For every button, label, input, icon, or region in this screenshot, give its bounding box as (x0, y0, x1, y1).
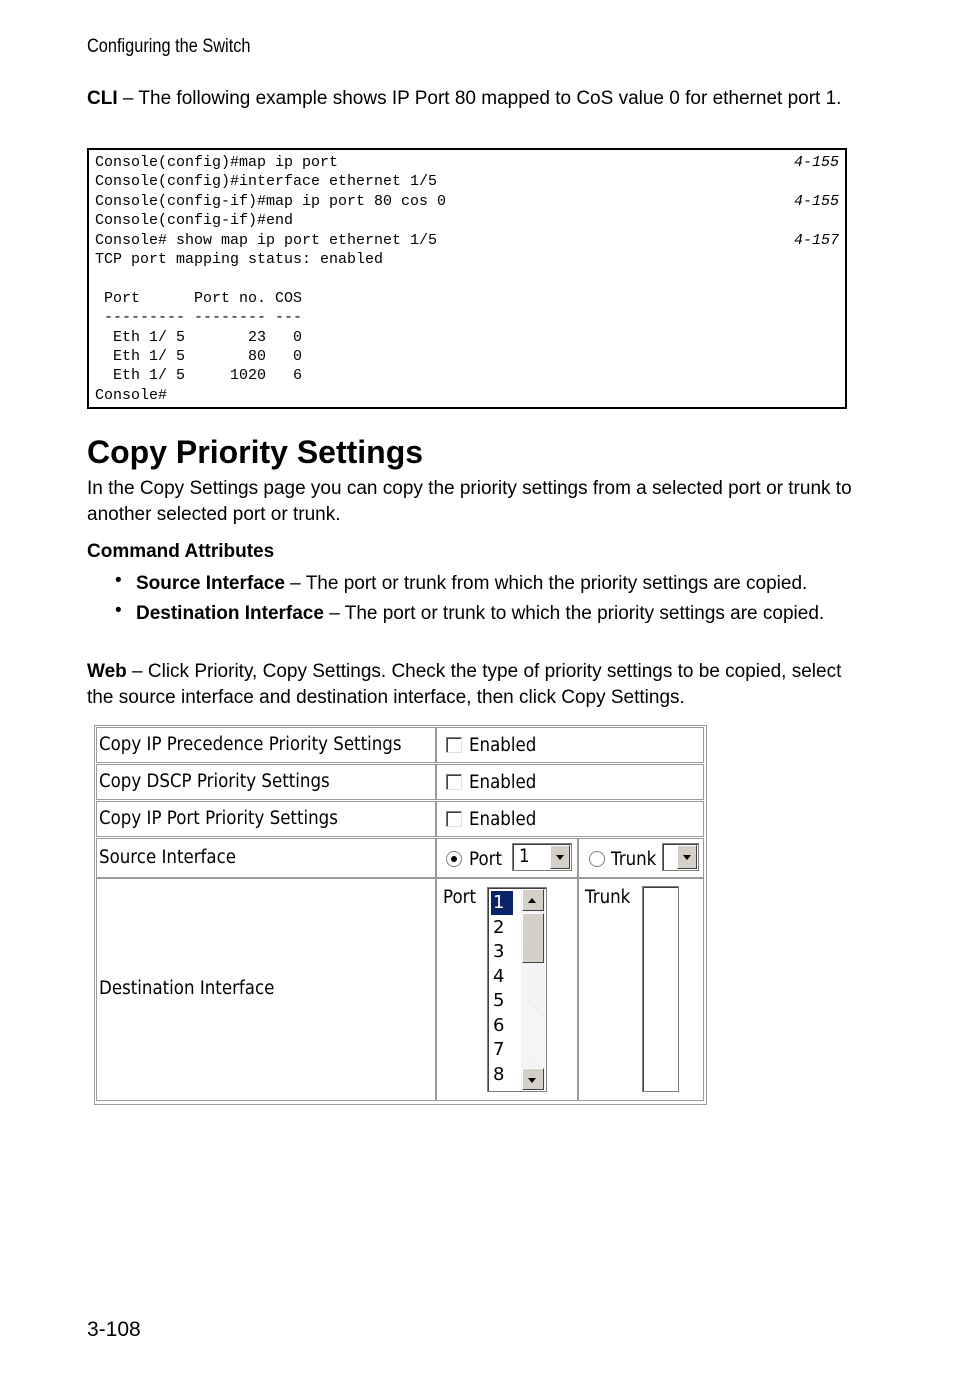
web-label: Web (87, 661, 127, 682)
port-option[interactable]: 4 (493, 965, 505, 987)
port-option[interactable]: 2 (493, 916, 505, 938)
copy-ip-port-checkbox[interactable] (446, 811, 462, 827)
copy-ip-port-label: Copy IP Port Priority Settings (99, 808, 338, 829)
copy-ip-precedence-label: Copy IP Precedence Priority Settings (99, 734, 402, 755)
enabled-label: Enabled (469, 772, 537, 793)
port-option[interactable]: 6 (493, 1014, 505, 1036)
copy-ip-precedence-checkbox[interactable] (446, 737, 462, 753)
source-port-radio[interactable] (446, 851, 462, 867)
cli-line: Eth 1/ 5 23 0 (95, 328, 303, 346)
port-option[interactable]: 5 (493, 990, 505, 1011)
source-trunk-label: Trunk (611, 849, 657, 870)
port-list-scrollbar[interactable] (521, 889, 545, 1090)
scroll-down-icon[interactable] (522, 1068, 544, 1090)
cli-line: Console(config-if)#end (95, 212, 294, 230)
web-intro (87, 659, 857, 711)
cli-line: Console# (95, 386, 168, 404)
cli-line: Eth 1/ 5 80 0 (95, 348, 303, 365)
destination-port-listbox[interactable] (487, 887, 547, 1092)
source-port-value: 1 (519, 846, 530, 867)
bullet-text: – The port or trunk to which the priority settings are copied. (323, 603, 825, 624)
source-interface-label: Source Interface (99, 847, 237, 868)
cli-line: Eth 1/ 5 1020 6 (95, 367, 303, 385)
destination-trunk-label: Trunk (585, 887, 631, 908)
source-trunk-select[interactable] (662, 843, 699, 871)
cli-intro (87, 86, 857, 112)
chevron-down-icon[interactable] (550, 845, 570, 869)
bullet-term: Source Interface (136, 573, 285, 594)
destination-trunk-listbox[interactable] (642, 886, 679, 1092)
port-option[interactable]: 1 (491, 891, 513, 915)
bullet-destination-interface (136, 601, 856, 627)
form-value-cell (578, 878, 704, 1101)
cli-intro-text: – The following example shows IP Port 80 mapped to CoS value 0 for ethernet port 1. (117, 88, 842, 109)
source-port-label: Port (469, 849, 503, 870)
cli-line: --------- -------- --- (95, 309, 303, 327)
destination-interface-label: Destination Interface (99, 978, 275, 999)
port-option[interactable]: 3 (493, 941, 505, 962)
bullet-text: – The port or trunk from which the priority settings are copied. (284, 573, 808, 594)
cli-line-ref: 4-155 (793, 192, 839, 210)
web-intro-text: – Click Priority, Copy Settings. Check the type of priority settings to be copied, select the source interface and destination interface, then click Copy Settings. (87, 661, 842, 708)
bullet-marker: • (115, 600, 122, 621)
cli-label: CLI (87, 88, 118, 109)
enabled-label: Enabled (469, 809, 537, 830)
port-option[interactable]: 8 (493, 1063, 505, 1085)
cli-code-block (87, 148, 847, 409)
bullet-marker: • (115, 570, 122, 591)
cli-line: Console(config-if)#map ip port 80 cos 0 (95, 192, 447, 210)
page-number: 3-108 (87, 1318, 141, 1341)
source-port-select[interactable] (512, 843, 572, 871)
cli-line: Console(config)#map ip port (95, 154, 339, 171)
enabled-label: Enabled (469, 735, 537, 756)
chevron-down-icon[interactable] (677, 845, 697, 869)
copy-dscp-label: Copy DSCP Priority Settings (99, 771, 330, 792)
bullet-term: Destination Interface (136, 603, 324, 624)
cli-line: Console# show map ip port ethernet 1/5 (95, 231, 438, 249)
cli-line: Port Port no. COS (95, 289, 303, 307)
scroll-up-icon[interactable] (522, 889, 544, 911)
port-option[interactable]: 7 (493, 1039, 505, 1060)
cli-line: Console(config)#interface ethernet 1/5 (95, 173, 438, 191)
cli-line-ref: 4-155 (793, 154, 839, 171)
scrollbar-thumb[interactable] (522, 913, 544, 963)
section-intro: In the Copy Settings page you can copy the priority settings from a selected port or trunk to another selected port or trunk. (87, 478, 852, 525)
source-trunk-radio[interactable] (589, 851, 605, 867)
bullet-source-interface (136, 571, 856, 597)
cli-line: TCP port mapping status: enabled (95, 251, 384, 268)
destination-port-label: Port (443, 887, 477, 908)
attributes-heading: Command Attributes (87, 541, 275, 562)
copy-dscp-checkbox[interactable] (446, 774, 462, 790)
running-header: Configuring the Switch (87, 36, 251, 57)
section-title: Copy Priority Settings (87, 434, 424, 470)
cli-line-ref: 4-157 (793, 231, 839, 249)
